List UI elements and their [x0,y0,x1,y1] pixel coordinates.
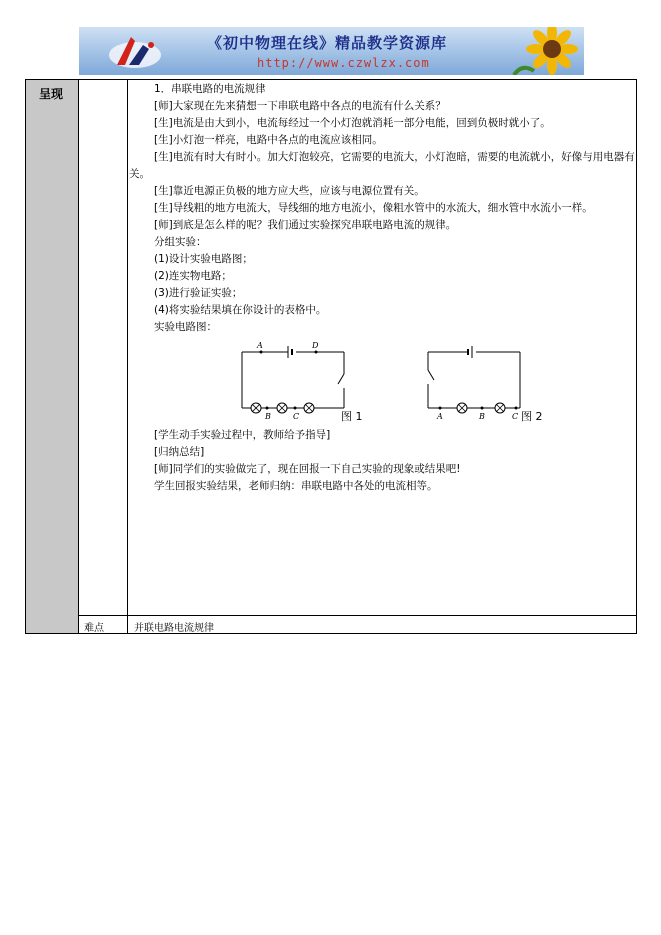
circuit-figure-1 [236,340,356,420]
content-line: [师]同学们的实验做完了，现在回报一下自己实验的现象或结果吧! [154,463,461,475]
content-heading: 1．串联电路的电流规律 [154,83,266,95]
content-line: [归纳总结] [154,446,205,458]
point-label: A [257,341,263,350]
content-line: (2)连实物电路； [154,270,232,282]
circuit-figure-2 [420,340,524,420]
content-line: [生]电流有时大有时小。加大灯泡较亮，它需要的电流大，小灯泡暗，需要的电流就小，好像与用电器有关。 [129,151,635,180]
content-line: [生]电流是由大到小，电流每经过一个小灯泡就消耗一部分电能，回到负极时就小了。 [154,117,551,129]
sunflower-icon [504,27,584,75]
content-line: [生]导线粗的地方电流大，导线细的地方电流小，像粗水管中的水流大，细水管中水流小一样。 [154,202,593,214]
content-line: (3)进行验证实验； [154,287,243,299]
header-banner [79,27,584,75]
lesson-content [129,80,636,495]
content-line: (4)将实验结果填在你设计的表格中。 [154,304,327,316]
banner-url[interactable]: http://www.czwlzx.com [257,56,430,70]
content-line: [生]靠近电源正负极的地方应大些，应该与电源位置有关。 [154,185,425,197]
column-divider [127,80,128,633]
figure-1-caption: 图 1 [341,410,363,423]
content-line: [学生动手实验过程中，教师给予指导] [154,429,331,441]
point-label: D [312,341,319,350]
row-divider [78,615,636,616]
point-label: C [512,412,519,420]
content-line: [师]大家现在先来猜想一下串联电路中各点的电流有什么关系？ [154,100,446,112]
section-label: 呈现 [39,87,64,101]
footer-label: 难点 [84,623,104,634]
circuit-figure-area [129,336,636,427]
point-label: A [437,412,443,420]
banner-title: 《初中物理在线》精品教学资源库 [207,34,448,52]
footer-text: 并联电路电流规律 [134,623,214,634]
content-line: [师]到底是怎么样的呢？我们通过实验探究串联电路电流的规律。 [154,219,457,231]
point-label: B [479,412,485,420]
figure-2-caption: 图 2 [521,410,543,423]
content-line: 实验电路图： [154,321,217,333]
content-line: 分组实验： [154,236,207,248]
point-label: B [265,412,271,420]
content-line: 学生回报实验结果，老师归纳：串联电路中各处的电流相等。 [154,480,438,492]
section-column [26,80,79,633]
site-logo-icon [105,31,165,71]
point-label: C [293,412,300,420]
content-line: [生]小灯泡一样亮，电路中各点的电流应该相同。 [154,134,383,146]
content-line: (1)设计实验电路图； [154,253,253,265]
